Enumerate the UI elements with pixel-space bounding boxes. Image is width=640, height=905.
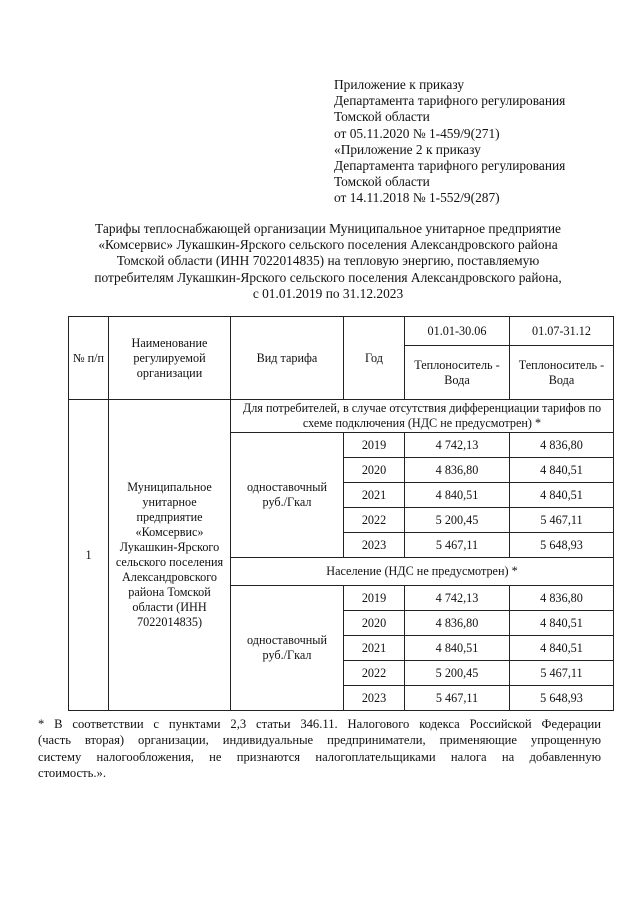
header-line: Департамента тарифного регулирования (334, 158, 566, 174)
year-cell: 2019 (344, 433, 405, 458)
tariff-value-h1: 4 840,51 (405, 483, 510, 508)
title-line: Томской области (ИНН 7022014835) на тепловую энергию, поставляемую (116, 253, 540, 269)
section-title: Для потребителей, в случае отсутствия дифференциации тарифов по схеме подключения (НДС не предусмотрен) * (231, 400, 614, 433)
organization-name: Муниципальное унитарное предприятие «Комсервис» Лукашкин-Ярского сельского поселения Александровского района Томской области (ИНН 7022014835) (109, 400, 231, 711)
row-number: 1 (69, 400, 109, 711)
header-line: от 14.11.2018 № 1-552/9(287) (334, 190, 500, 206)
tariff-value-h2: 5 467,11 (510, 508, 614, 533)
tariff-type-cell: одноставочный руб./Гкал (231, 586, 344, 711)
tariff-value-h1: 4 836,80 (405, 611, 510, 636)
tariff-value-h2: 5 648,93 (510, 533, 614, 558)
year-cell: 2021 (344, 483, 405, 508)
footnote-line: * В соответствии с пунктами 2,3 статьи 346.11. Налогового кодекса Российской Федерации (38, 717, 601, 731)
header-tariff-type: Вид тарифа (231, 317, 344, 400)
tariff-value-h1: 4 840,51 (405, 636, 510, 661)
tariff-value-h2: 5 648,93 (510, 686, 614, 711)
footnote-line: стоимость.». (38, 765, 106, 780)
footnote-line: (часть вторая) организации, индивидуальные предприниматели, применяющие упрощенную (38, 733, 601, 748)
footnote (38, 716, 601, 781)
header-line: Томской области (334, 174, 430, 190)
header-line: Департамента тарифного регулирования (334, 93, 566, 109)
header-number: № п/п (69, 317, 109, 400)
header-carrier-1: Теплоноситель - Вода (405, 346, 510, 400)
year-cell: 2020 (344, 611, 405, 636)
document-title (40, 221, 616, 302)
tariff-value-h1: 4 742,13 (405, 433, 510, 458)
tariff-value-h2: 4 840,51 (510, 611, 614, 636)
tariff-value-h2: 4 840,51 (510, 458, 614, 483)
year-cell: 2022 (344, 508, 405, 533)
tariff-value-h1: 5 200,45 (405, 508, 510, 533)
tariff-value-h1: 5 200,45 (405, 661, 510, 686)
tariff-value-h1: 4 742,13 (405, 586, 510, 611)
header-line: «Приложение 2 к приказу (334, 141, 481, 157)
year-cell: 2019 (344, 586, 405, 611)
header-line: от 05.11.2020 № 1-459/9(271) (334, 125, 500, 141)
year-cell: 2023 (344, 533, 405, 558)
section-title: Население (НДС не предусмотрен) * (231, 558, 614, 586)
tariff-value-h2: 4 840,51 (510, 636, 614, 661)
tariff-value-h2: 4 836,80 (510, 433, 614, 458)
year-cell: 2021 (344, 636, 405, 661)
header-year: Год (344, 317, 405, 400)
tariff-value-h2: 5 467,11 (510, 661, 614, 686)
title-line: «Комсервис» Лукашкин-Ярского сельского поселения Александровского района (98, 237, 558, 253)
header-period-2: 01.07-31.12 (510, 317, 614, 346)
title-line: потребителям Лукашкин-Ярского сельского поселения Александровского района, (94, 269, 562, 285)
header-line: Приложение к приказу (334, 77, 465, 92)
tariff-value-h1: 5 467,11 (405, 533, 510, 558)
title-line: с 01.01.2019 по 31.12.2023 (252, 285, 404, 301)
tariff-value-h2: 4 840,51 (510, 483, 614, 508)
tariff-type-cell: одноставочный руб./Гкал (231, 433, 344, 558)
year-cell: 2020 (344, 458, 405, 483)
title-line: Тарифы теплоснабжающей организации Муниципальное унитарное предприятие (95, 221, 561, 236)
order-header (334, 77, 624, 207)
tariff-table (68, 316, 614, 711)
tariff-value-h2: 4 836,80 (510, 586, 614, 611)
tariff-value-h1: 5 467,11 (405, 686, 510, 711)
year-cell: 2023 (344, 686, 405, 711)
footnote-line: систему налогообложения, не признаются налогоплательщиками налога на добавленную (38, 749, 601, 764)
header-period-1: 01.01-30.06 (405, 317, 510, 346)
header-carrier-2: Теплоноситель - Вода (510, 346, 614, 400)
header-organization: Наименование регулируемой организации (109, 317, 231, 400)
year-cell: 2022 (344, 661, 405, 686)
tariff-value-h1: 4 836,80 (405, 458, 510, 483)
header-line: Томской области (334, 109, 430, 125)
